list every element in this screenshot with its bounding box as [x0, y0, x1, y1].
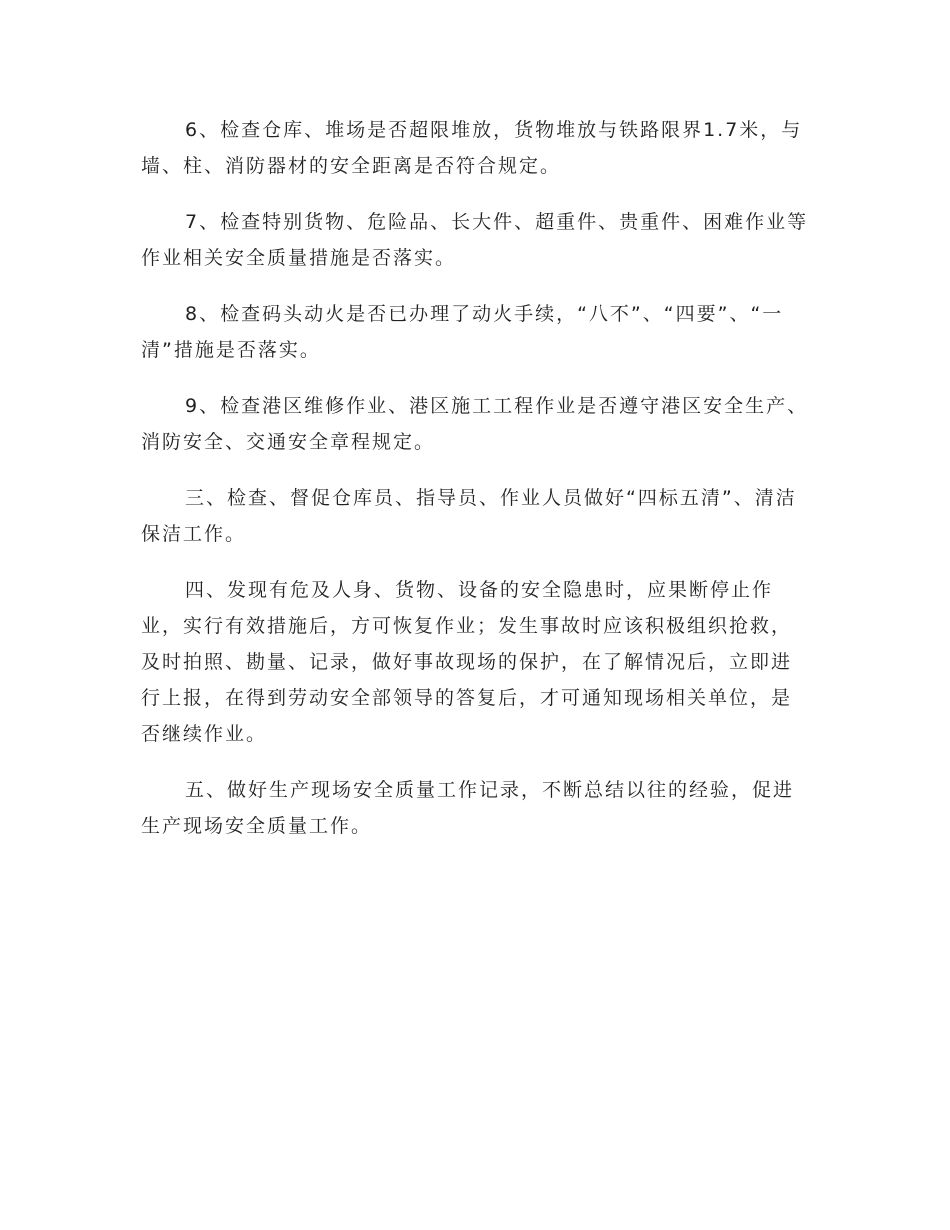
paragraph-item-6: 6、检查仓库、堆场是否超限堆放，货物堆放与铁路限界1.7米，与墙、柱、消防器材的安全距离是否符合规定。	[141, 119, 803, 177]
paragraph-item-8: 8、检查码头动火是否已办理了动火手续，“八不”、“四要”、“一清”措施是否落实。	[141, 303, 784, 361]
document-body	[141, 112, 811, 864]
paragraph-section-5: 五、做好生产现场安全质量工作记录，不断总结以往的经验，促进生产现场安全质量工作。	[141, 779, 795, 837]
paragraph-item-7: 7、检查特别货物、危险品、长大件、超重件、贵重件、困难作业等作业相关安全质量措施是否落实。	[141, 211, 809, 269]
paragraph-item-9: 9、检查港区维修作业、港区施工工程作业是否遵守港区安全生产、消防安全、交通安全章程规定。	[141, 395, 809, 453]
paragraph-section-4: 四、发现有危及人身、货物、设备的安全隐患时，应果断停止作业，实行有效措施后，方可恢复作业；发生事故时应该积极组织抢救，及时拍照、勘量、记录，做好事故现场的保护，在了解情况后，立即进行上报，在得到劳动安全部领导的答复后，才可通知现场相关单位，是否继续作业。	[141, 579, 793, 745]
paragraph-section-3: 三、检查、督促仓库员、指导员、作业人员做好“四标五清”、清洁保洁工作。	[141, 487, 797, 545]
